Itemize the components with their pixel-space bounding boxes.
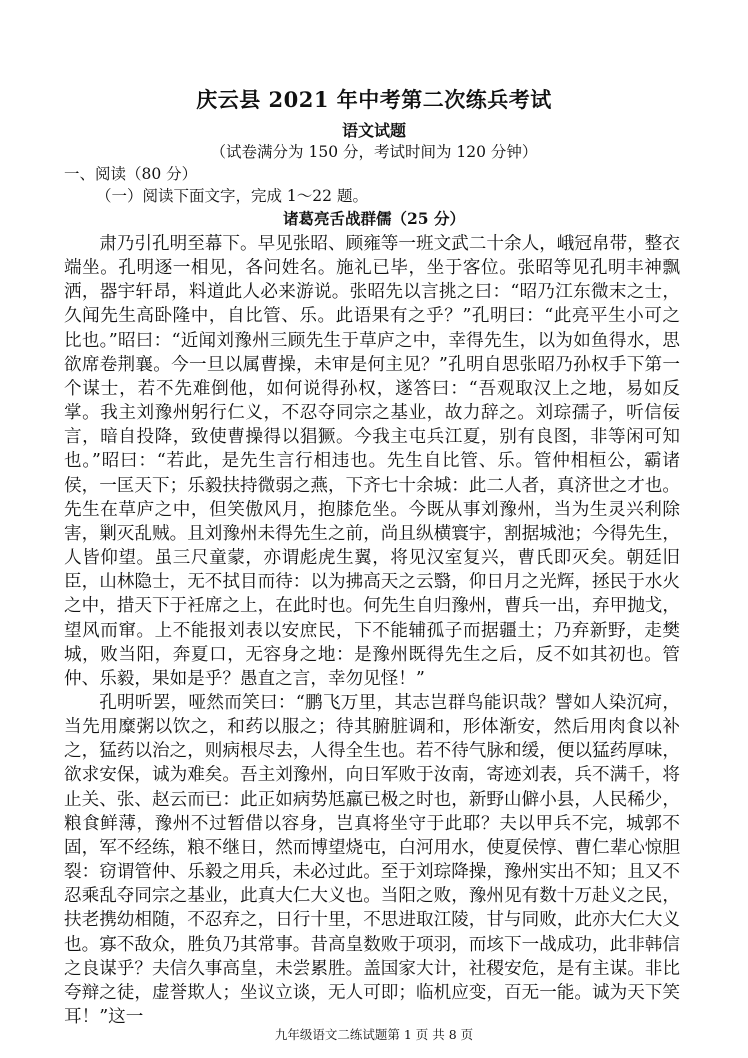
passage-body — [64, 232, 680, 1029]
section-heading: 一、阅读（80 分） — [64, 165, 198, 183]
page-footer: 九年级语文二练试题第 1 页 共 8 页 — [274, 1027, 474, 1042]
passage-title: 诸葛亮舌战群儒（25 分） — [283, 209, 465, 228]
subject-title: 语文试题 — [341, 121, 406, 140]
subsection-heading: （一）阅读下面文字，完成 1～22 题。 — [96, 187, 368, 205]
passage-paragraph: 孔明听罢，哑然而笑曰：“鹏飞万里，其志岂群鸟能识哉？譬如人染沉疴，当先用糜粥以饮之，和药以服之；待其腑脏调和，形体渐安，然后用肉食以补之，猛药以治之，则病根尽去，人得全生也。若不待气脉和缓，便以猛药厚味，欲求安保，诚为难矣。吾主刘豫州，向日军败于汝南，寄迹刘表，兵不满千，将止关、张、赵云而已：此正如病势尪羸已极之时也，新野山僻小县，人民稀少，粮食鲜薄，豫州不过暂借以容身，岂真将坐守于此耶？夫以甲兵不完，城郭不固，军不经练，粮不继日，然而博望烧屯，白河用水，使夏侯惇、曹仁辈心惊胆裂：窃谓管仲、乐毅之用兵，未必过此。至于刘琮降操，豫州实出不知；且又不忍乘乱夺同宗之基业，此真大仁大义也。当阳之败，豫州见有数十万赴义之民，扶老携幼相随，不忍弃之，日行十里，不思进取江陵，甘与同败，此亦大仁大义也。寡不敌众，胜负乃其常事。昔高皇数败于项羽，而垓下一战成功，此非韩信之良谋乎？夫信久事高皇，未尝累胜。盖国家大计，社稷安危，是有主谋。非比夸辩之徒，虚誉欺人；坐议立谈，无人可即；临机应变，百无一能。诚为天下笑耳！”这一 — [64, 692, 680, 1027]
passage-paragraph: 肃乃引孔明至幕下。早见张昭、顾雍等一班文武二十余人，峨冠帛带，整衣端坐。孔明逐一相见，各问姓名。施礼已毕，坐于客位。张昭等见孔明丰神飘洒，器宇轩昂，料道此人必来游说。张昭先以言挑之曰：“昭乃江东微末之士，久闻先生高卧隆中，自比管、乐。此语果有之乎？”孔明曰：“此亮平生小可之比也。”昭曰：“近闻刘豫州三顾先生于草庐之中，幸得先生，以为如鱼得水，思欲席卷荆襄。今一旦以属曹操，未审是何主见？”孔明自思张昭乃孙权手下第一个谋士，若不先难倒他，如何说得孙权，遂答曰：“吾观取汉上之地，易如反掌。我主刘豫州躬行仁义，不忍夺同宗之基业，故力辞之。刘琮孺子，听信佞言，暗自投降，致使曹操得以猖獗。今我主屯兵江夏，别有良图，非等闲可知也。”昭曰：“若此，是先生言行相违也。先生自比管、乐。管仲相桓公，霸诸侯，一匡天下；乐毅扶持微弱之燕，下齐七十余城：此二人者，真济世之才也。先生在草庐之中，但笑傲风月，抱膝危坐。今既从事刘豫州，当为生灵兴利除害，剿灭乱贼。且刘豫州未得先生之前，尚且纵横寰宇，割据城池；今得先生，人皆仰望。虽三尺童蒙，亦谓彪虎生翼，将见汉室复兴，曹氏即灭矣。朝廷旧臣，山林隐士，无不拭目而待：以为拂高天之云翳，仰日月之光辉，拯民于水火之中，措天下于衽席之上，在此时也。何先生自归豫州，曹兵一出，弃甲抛戈，望风而窜。上不能报刘表以安庶民，下不能辅孤子而据疆土；乃弃新野，走樊城，败当阳，奔夏口，无容身之地：是豫州既得先生之后，反不如其初也。管仲、乐毅，果如是乎？愚直之言，幸勿见怪！” — [64, 234, 680, 689]
exam-info: （试卷满分为 150 分，考试时间为 120 分钟） — [210, 143, 538, 161]
exam-title: 庆云县 2021 年中考第二次练兵考试 — [196, 87, 552, 112]
